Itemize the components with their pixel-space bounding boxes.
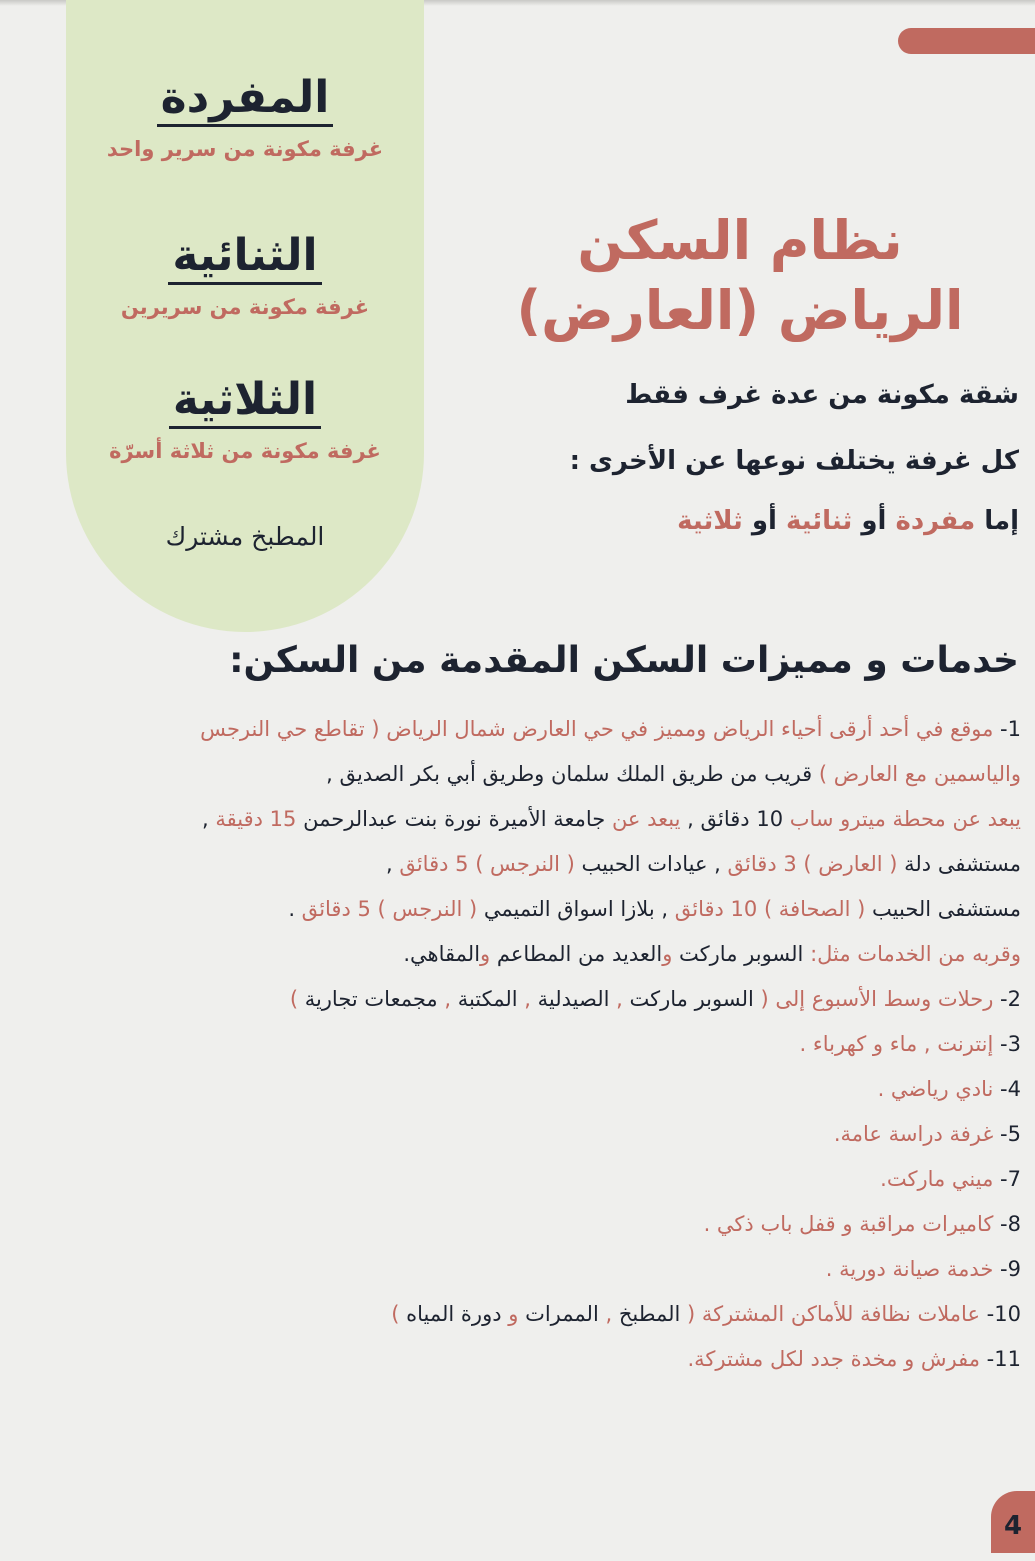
intro-line-1: شقة مكونة من عدة غرف فقط bbox=[625, 380, 1019, 410]
service-line bbox=[16, 1112, 1021, 1157]
service-text-segment: وقربه من الخدمات مثل: bbox=[803, 942, 1021, 966]
service-text-segment: 15 دقيقة bbox=[208, 807, 304, 831]
service-text-segment: العديد من المطاعم bbox=[490, 942, 663, 966]
service-text-segment: يبعد عن bbox=[605, 807, 681, 831]
service-text-segment: ) bbox=[289, 987, 299, 1011]
service-text-segment: السوبر ماركت bbox=[622, 987, 754, 1011]
service-text-segment: خدمة صيانة دورية . bbox=[825, 1257, 994, 1281]
room-type-name: الثلاثية bbox=[169, 376, 321, 429]
service-line bbox=[16, 1202, 1021, 1247]
service-text-segment: , bbox=[326, 762, 340, 786]
service-text-segment: 10- bbox=[980, 1302, 1021, 1326]
service-text-segment: الصيدلية bbox=[530, 987, 610, 1011]
intro-triple: ثلاثية bbox=[677, 506, 743, 536]
page-number: 4 bbox=[991, 1491, 1035, 1553]
page-title-line2: الرياض (العارض) bbox=[516, 279, 964, 342]
service-text-segment: يبعد عن محطة ميترو ساب bbox=[783, 807, 1021, 831]
service-line bbox=[16, 842, 1021, 887]
page-title bbox=[470, 206, 1010, 346]
service-text-segment: نادي رياضي . bbox=[877, 1077, 994, 1101]
service-line bbox=[16, 887, 1021, 932]
service-line bbox=[16, 752, 1021, 797]
service-text-segment: , bbox=[202, 807, 209, 831]
service-text-segment: المقاهي. bbox=[403, 942, 481, 966]
room-type-description: غرفة مكونة من سريرين bbox=[120, 295, 370, 320]
service-text-segment: ( العارض ) 3 دقائق bbox=[720, 852, 898, 876]
service-text-segment: , bbox=[385, 852, 393, 876]
service-text-segment: دورة المياه bbox=[399, 1302, 502, 1326]
services-heading: خدمات و مميزات السكن المقدمة من السكن: bbox=[229, 640, 1019, 681]
room-type-description: غرفة مكونة من سرير واحد bbox=[106, 137, 384, 162]
service-text-segment: رحلات وسط الأسبوع إلى ( bbox=[753, 987, 994, 1011]
kitchen-note: المطبخ مشترك bbox=[165, 522, 325, 551]
service-text-segment: موقع في أحد أرقى أحياء الرياض ومميز في حي العارض شمال الرياض ( تقاطع حي النرجس bbox=[200, 717, 994, 741]
room-type-double bbox=[66, 232, 424, 319]
room-type-single bbox=[66, 74, 424, 161]
service-text-segment: و bbox=[662, 942, 673, 966]
service-text-segment: مجمعات تجارية bbox=[298, 987, 438, 1011]
service-text-segment: , bbox=[517, 987, 531, 1011]
room-type-name: الثنائية bbox=[168, 232, 321, 285]
service-text-segment: 7- bbox=[993, 1167, 1021, 1191]
service-text-segment: و bbox=[480, 942, 491, 966]
service-text-segment: المكتبة bbox=[451, 987, 518, 1011]
service-line bbox=[16, 1022, 1021, 1067]
service-text-segment: والياسمين مع العارض ) bbox=[812, 762, 1021, 786]
intro-double: ثنائية bbox=[786, 506, 853, 536]
service-text-segment: 5- bbox=[993, 1122, 1021, 1146]
service-text-segment: 11- bbox=[980, 1347, 1021, 1371]
service-text-segment: الممرات bbox=[518, 1302, 599, 1326]
service-text-segment: جامعة الأميرة نورة بنت عبدالرحمن bbox=[303, 807, 606, 831]
service-text-segment: و bbox=[501, 1302, 519, 1326]
room-type-triple bbox=[66, 376, 424, 463]
service-text-segment: 2- bbox=[993, 987, 1021, 1011]
service-text-segment: 3- bbox=[993, 1032, 1021, 1056]
service-text-segment: . bbox=[288, 897, 295, 921]
intro-single: مفردة bbox=[895, 506, 976, 536]
service-text-segment: إنترنت , ماء و كهرباء . bbox=[799, 1032, 994, 1056]
service-text-segment: كاميرات مراقبة و قفل باب ذكي . bbox=[703, 1212, 994, 1236]
service-text-segment: , bbox=[598, 1302, 613, 1326]
room-type-name: المفردة bbox=[157, 74, 334, 127]
service-text-segment: ( النرجس ) 5 دقائق bbox=[295, 897, 478, 921]
service-text-segment: 9- bbox=[993, 1257, 1021, 1281]
service-text-segment: السوبر ماركت bbox=[672, 942, 804, 966]
service-text-segment: ( النرجس ) 5 دقائق bbox=[392, 852, 575, 876]
service-text-segment: , bbox=[437, 987, 452, 1011]
services-list bbox=[16, 707, 1021, 1382]
service-text-segment: 1- bbox=[993, 717, 1021, 741]
service-text-segment: ) bbox=[391, 1302, 400, 1326]
service-text-segment: , عيادات الحبيب bbox=[574, 852, 721, 876]
service-line bbox=[16, 1157, 1021, 1202]
intro-line-2: كل غرفة يختلف نوعها عن الأخرى : bbox=[569, 446, 1019, 476]
service-line bbox=[16, 1292, 1021, 1337]
service-text-segment: غرفة دراسة عامة. bbox=[833, 1122, 994, 1146]
service-text-segment: 4- bbox=[993, 1077, 1021, 1101]
service-line bbox=[16, 1067, 1021, 1112]
service-text-segment: مفرش و مخدة جدد لكل مشتركة. bbox=[687, 1347, 980, 1371]
intro-or: أو bbox=[742, 506, 786, 536]
service-text-segment: , بلازا اسواق التميمي bbox=[477, 897, 669, 921]
accent-bar bbox=[898, 28, 1035, 54]
service-text-segment: 8- bbox=[993, 1212, 1021, 1236]
intro-prefix: إما bbox=[975, 506, 1019, 536]
service-text-segment: 10 دقائق , bbox=[680, 807, 784, 831]
service-line bbox=[16, 797, 1021, 842]
service-line bbox=[16, 1247, 1021, 1292]
service-text-segment: عاملات نظافة للأماكن المشتركة ( bbox=[680, 1302, 980, 1326]
intro-or: أو bbox=[852, 506, 896, 536]
service-text-segment: ميني ماركت. bbox=[880, 1167, 994, 1191]
service-text-segment: قريب من طريق الملك سلمان وطريق أبي بكر الصديق bbox=[339, 762, 813, 786]
service-text-segment: مستشفى الحبيب bbox=[865, 897, 1021, 921]
service-text-segment: مستشفى دلة bbox=[897, 852, 1021, 876]
service-text-segment: , bbox=[609, 987, 623, 1011]
service-line bbox=[16, 1337, 1021, 1382]
intro-line-3 bbox=[499, 506, 1019, 536]
service-line bbox=[16, 707, 1021, 752]
service-text-segment: ( الصحافة ) 10 دقائق bbox=[668, 897, 866, 921]
room-type-description: غرفة مكونة من ثلاثة أسرّة bbox=[109, 439, 381, 464]
service-line bbox=[16, 932, 1021, 977]
service-line bbox=[16, 977, 1021, 1022]
page-title-line1: نظام السكن bbox=[577, 209, 903, 272]
service-text-segment: المطبخ bbox=[612, 1302, 681, 1326]
